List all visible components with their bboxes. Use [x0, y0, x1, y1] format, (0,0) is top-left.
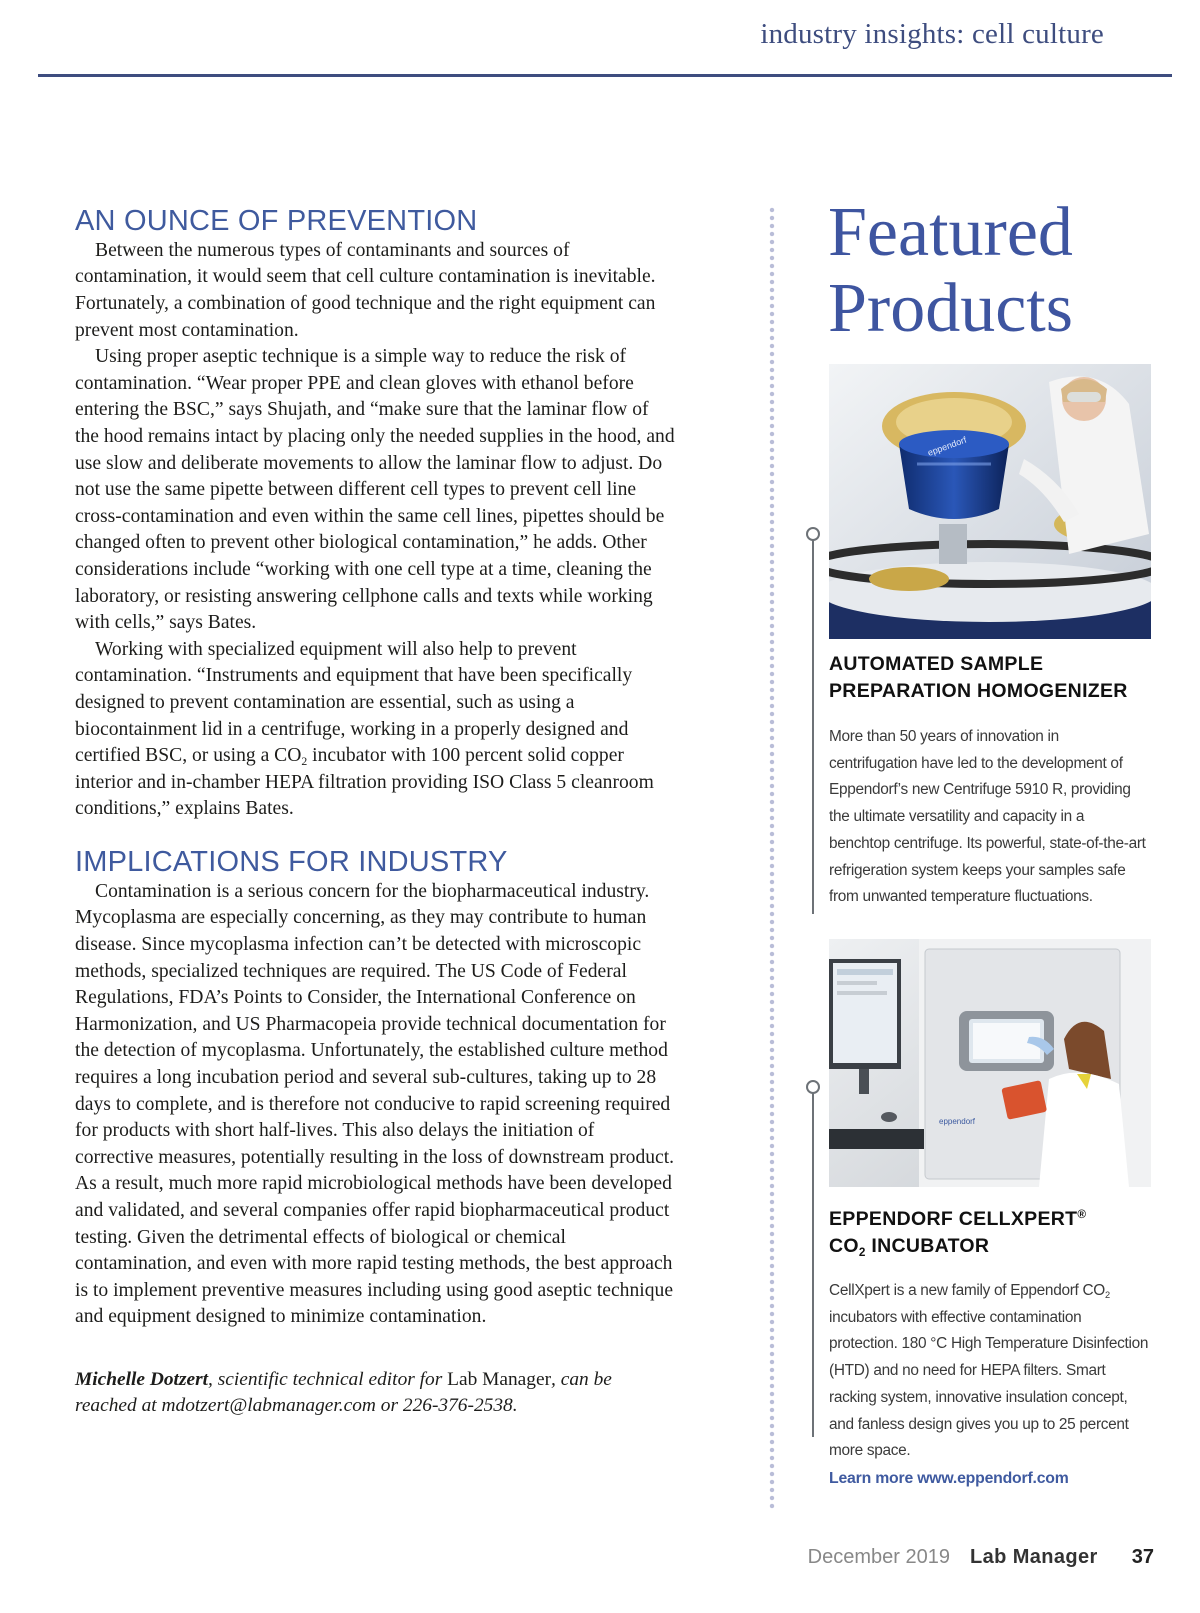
paragraph: Working with specialized equipment will also help to prevent contamination. “Instruments and equipment that have been specifically designed to prevent contamination are essential, such as using a biocontainment lid in a centrifuge, working in a properly designed and certified BSC, or using a $CO_2$ incubator with 100 percent solid copper interior and in-chamber HEPA filtration providing ISO Class 5 cleanroom conditions,” explains Bates.: [75, 638, 654, 820]
eppendorf-logo-text: eppendorf: [939, 1117, 976, 1126]
author-byline: Michelle Dotzert, scientific technical editor for Lab Manager, can be reached at mdotzert@labmanager.com or 226-376-2538.: [75, 1368, 612, 1416]
featured-products-title: Featured Products: [828, 194, 1073, 347]
timeline-node: [806, 527, 820, 541]
product2-heading: EPPENDORF CELLXPERT® $CO_2$ INCUBATOR: [829, 1207, 1087, 1260]
heading-prevention: AN OUNCE OF PREVENTION: [75, 205, 478, 237]
incubator-illustration: [829, 939, 1151, 1187]
centrifuge-illustration: [829, 364, 1151, 639]
section-title: industry insights: cell culture: [760, 18, 1104, 50]
page-number: 37: [1131, 1546, 1154, 1568]
header-rule: [38, 74, 1172, 77]
incubator-photo: [829, 939, 1151, 1187]
timeline-node: [806, 1080, 820, 1094]
timeline-line: [812, 1092, 814, 1437]
heading-implications: IMPLICATIONS FOR INDUSTRY: [75, 845, 508, 878]
paragraph: Contamination is a serious concern for the biopharmaceutical industry. Mycoplasma are especially concerning, as they may contribute to human disease. Since mycoplasma infection can’t be detected with microscopic methods, specialized techniques are required. The US Code of Federal Regulations, FDA’s Points to Consider, the International Conference on Harmonization, and US Pharmacopeia provide technical documentation for the detection of mycoplasma. Unfortunately, the established culture method requires a long incubation period and several sub-cultures, taking up to 28 days to complete, and is therefore not conducive to rapid screening required for products with short half-lives. This also delays the initiation of corrective measures, potentially resulting in the loss of downstream product. As a result, much more rapid microbiological methods have been developed and validated, and several companies offer rapid biopharmaceutical product testing. Given the detrimental effects of biological or chemical contamination, and even with more rapid testing methods, the best approach is to implement preventive measures including using good aseptic technique and equipment designed to minimize contamination.: [75, 880, 675, 1328]
paragraph: Using proper aseptic technique is a simple way to reduce the risk of contamination. “Wear proper PPE and clean gloves with ethanol before entering the BSC,” says Shujath, and “make sure that the laminar flow of the hood remains intact by placing only the needed supplies in the hood, and use slow and deliberate movements to allow the laminar flow to adjust. Do not use the same pipette between different cell types to prevent cell line cross-contamination and even within the same cell lines, pipettes should be changed often to prevent other biological contamination,” he adds. Other considerations include “working with one cell type at a time, cleaning the laboratory, or resisting answering cellphone calls and texts while working with cells,” says Bates.: [75, 346, 675, 634]
product1-heading: AUTOMATED SAMPLE PREPARATION HOMOGENIZER: [829, 653, 1128, 702]
magazine-name: Lab Manager: [969, 1546, 1098, 1568]
centrifuge-photo: [829, 364, 1151, 639]
dotted-divider: [767, 206, 777, 1510]
eppendorf-logo-text: eppendorf: [926, 434, 968, 458]
timeline-line: [812, 539, 814, 914]
article-column: [75, 206, 675, 1438]
learn-more-link[interactable]: Learn more www.eppendorf.com: [829, 1470, 1069, 1487]
page-footer: [808, 1546, 1154, 1569]
product2-description: CellXpert is a new family of Eppendorf $CO_2$ incubators with effective contamination protection. 180 °C High Temperature Disinfection (HTD) and no need for HEPA filters. Smart racking system, innovative insulation concept, and fanless design gives you up to 25 percent more space.: [829, 1282, 1149, 1460]
issue-date: December 2019: [807, 1546, 950, 1568]
paragraph: Between the numerous types of contaminants and sources of contamination, it would seem that cell culture contamination is inevitable. Fortunately, a combination of good technique and the right equipment can prevent most contamination.: [75, 239, 656, 341]
product1-description: More than 50 years of innovation in centrifugation have led to the development of Eppendorf’s new Centrifuge 5910 R, providing the ultimate versatility and capacity in a benchtop centrifuge. Its powerful, state-of-the-art refrigeration system keeps your samples safe from unwanted temperature fluctuations.: [829, 728, 1146, 906]
